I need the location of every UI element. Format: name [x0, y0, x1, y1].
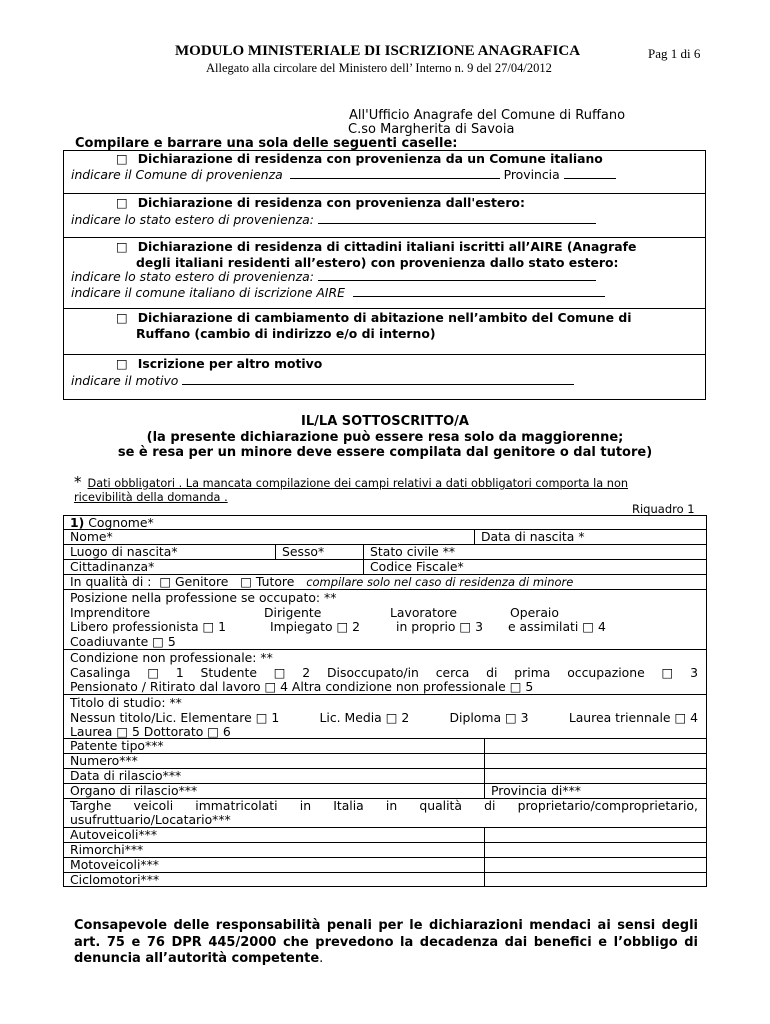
option-1-title: Dichiarazione di residenza con provenienza da un Comune italiano	[137, 151, 603, 166]
row-rimorchi	[64, 843, 706, 858]
data-rilascio-label: Data di rilascio***	[70, 768, 182, 783]
posizione-lavoratore: Lavoratore	[390, 604, 457, 620]
condizione-casalinga: Casalinga	[70, 664, 131, 680]
option-cambio-abitazione	[64, 309, 705, 355]
declaration-period: .	[319, 951, 324, 966]
option-5-title: Iscrizione per altro motivo	[137, 356, 323, 371]
provincia-label: Provincia	[503, 167, 560, 182]
checkbox-studente[interactable]: □	[273, 664, 286, 680]
row-motoveicoli	[64, 858, 706, 873]
personal-data-table	[63, 515, 707, 887]
posizione-option-1[interactable]: Libero professionista □ 1	[70, 619, 227, 634]
qualita-note: compilare solo nel caso di residenza di minore	[306, 575, 574, 589]
row-luogo	[64, 545, 706, 560]
option-5-field-label: indicare il motivo	[71, 373, 179, 388]
stato-civile-field[interactable]	[363, 545, 455, 559]
option-3-field-label-2: indicare il comune italiano di iscrizione AIRE	[71, 285, 345, 300]
aire-comune-input[interactable]	[353, 284, 605, 297]
titolo-option-2[interactable]: Lic. Media □ 2	[319, 709, 410, 725]
posizione-option-3[interactable]: in proprio □ 3	[396, 619, 483, 634]
page-number: Pag 1 di 6	[648, 46, 701, 61]
targhe-word-2: veicoli	[133, 798, 174, 813]
sottoscritto-heading	[0, 414, 770, 461]
option-4-title-line-1: Dichiarazione di cambiamento di abitazione nell’ambito del Comune di	[137, 310, 632, 325]
targhe-line-2: usufruttuario/Locatario***	[70, 812, 231, 827]
stato-civile-label: Stato civile **	[370, 544, 456, 559]
data-rilascio-extra-cell[interactable]	[484, 769, 491, 783]
condizione-studente: Studente	[200, 664, 257, 680]
addressee-line-1: All'Ufficio Anagrafe del Comune di Ruffano	[349, 108, 626, 123]
genitore-label: Genitore	[175, 574, 229, 589]
titolo-option-3[interactable]: Diploma □ 3	[449, 709, 529, 725]
titolo-row-1	[70, 711, 698, 726]
condizione-code-3: 3	[690, 664, 698, 680]
rimorchi-field[interactable]	[64, 843, 143, 857]
option-4-title-line-2: Ruffano (cambio di indirizzo e/o di interno)	[136, 326, 436, 341]
data-nascita-field[interactable]	[474, 530, 585, 544]
rimorchi-label: Rimorchi***	[70, 842, 144, 857]
options-box	[63, 150, 706, 400]
condizione-code-2: 2	[302, 664, 311, 680]
targhe-word-6: in	[385, 798, 398, 813]
option-estero	[64, 194, 705, 238]
patente-tipo-field[interactable]	[64, 739, 164, 753]
option-3-title-line-2: degli italiani residenti all’estero) con provenienza dallo stato estero:	[136, 255, 619, 270]
nome-label: Nome*	[70, 529, 113, 544]
checkbox-option-1[interactable]: □	[116, 151, 128, 166]
posizione-option-5[interactable]: Coadiuvante □ 5	[70, 633, 176, 649]
checkbox-option-3[interactable]: □	[116, 239, 128, 254]
targhe-word-8: di	[484, 798, 496, 813]
posizione-title: Posizione nella professione se occupato: **	[70, 590, 337, 605]
subtitle: Allegato alla circolare del Ministero dell’ Interno n. 9 del 27/04/2012	[206, 61, 552, 75]
row-nome	[64, 530, 706, 545]
condizione-word-occupazione: occupazione	[567, 664, 645, 680]
section-titolo-studio	[64, 695, 706, 739]
row-autoveicoli	[64, 828, 706, 843]
instruction-heading: Compilare e barrare una sola delle seguenti caselle:	[75, 136, 458, 151]
titolo-title: Titolo di studio: **	[70, 695, 182, 710]
autoveicoli-label: Autoveicoli***	[70, 827, 158, 842]
provincia-input[interactable]	[564, 166, 616, 179]
autoveicoli-extra-cell[interactable]	[484, 828, 491, 842]
codice-fiscale-label: Codice Fiscale*	[370, 559, 464, 574]
condizione-title: Condizione non professionale: **	[70, 650, 273, 665]
option-2-title: Dichiarazione di residenza con provenienza dall'estero:	[137, 195, 525, 210]
condizione-row-2[interactable]: Pensionato / Ritirato dal lavoro □ 4 Altra condizione non professionale □ 5	[70, 679, 534, 694]
posizione-operaio: Operaio	[510, 604, 559, 620]
titolo-row-2[interactable]: Laurea □ 5 Dottorato □ 6	[70, 723, 231, 739]
condizione-word-prima: prima	[514, 664, 551, 680]
condizione-row-1	[70, 666, 698, 681]
obligatory-note-line-2: ricevibilità della domanda .	[74, 491, 228, 504]
obligatory-note	[74, 475, 694, 505]
qualita-label: In qualità di :	[70, 574, 152, 589]
luogo-nascita-label: Luogo di nascita*	[70, 544, 178, 559]
option-comune-italiano	[64, 151, 705, 194]
targhe-word-7: qualità	[419, 798, 463, 813]
aire-stato-estero-input[interactable]	[318, 268, 596, 281]
provincia-rilascio-label: Provincia di***	[491, 783, 581, 798]
row-cognome[interactable]	[64, 516, 706, 530]
patente-tipo-label: Patente tipo***	[70, 738, 164, 753]
titolo-option-1[interactable]: Nessun titolo/Lic. Elementare □ 1	[70, 709, 280, 725]
posizione-option-2[interactable]: Impiegato □ 2	[270, 619, 361, 634]
row-numero	[64, 754, 706, 769]
ciclomotori-label: Ciclomotori***	[70, 872, 160, 887]
row-ciclomotori	[64, 873, 706, 887]
targhe-word-3: immatricolati	[195, 798, 278, 813]
checkbox-genitore[interactable]: □	[159, 574, 172, 589]
numero-label: Numero***	[70, 753, 138, 768]
obligatory-note-line-1: Dati obbligatori . La mancata compilazione dei campi relativi a dati obbligatori comporta la non	[87, 477, 629, 490]
sesso-label: Sesso*	[282, 544, 325, 559]
section-posizione	[64, 590, 706, 650]
motoveicoli-field[interactable]	[64, 858, 159, 872]
data-rilascio-field[interactable]	[64, 769, 181, 783]
ciclomotori-field[interactable]	[64, 873, 159, 887]
sottoscritto-line-2: (la presente dichiarazione può essere resa solo da maggiorenne;	[146, 429, 624, 445]
motoveicoli-extra-cell[interactable]	[484, 858, 491, 872]
condizione-code-1: 1	[175, 664, 184, 680]
riquadro-label: Riquadro 1	[632, 502, 695, 516]
targhe-word-4: in	[299, 798, 312, 813]
option-1-field-label: indicare il Comune di provenienza	[71, 167, 283, 182]
posizione-option-4[interactable]: e assimilati □ 4	[508, 619, 606, 634]
row-cittadinanza	[64, 560, 706, 575]
nome-field[interactable]	[64, 530, 113, 544]
checkbox-option-4[interactable]: □	[116, 310, 128, 325]
targhe-word-1: Targhe	[70, 798, 112, 813]
stato-estero-input[interactable]	[318, 211, 596, 224]
section-condizione	[64, 650, 706, 695]
organo-rilascio-label: Organo di rilascio***	[70, 783, 198, 798]
checkbox-casalinga[interactable]: □	[147, 664, 160, 680]
autoveicoli-field[interactable]	[64, 828, 157, 842]
motoveicoli-label: Motoveicoli***	[70, 857, 159, 872]
row-organo	[64, 784, 706, 799]
data-nascita-label: Data di nascita *	[481, 529, 585, 544]
option-aire	[64, 238, 705, 309]
section-targhe	[64, 799, 706, 828]
posizione-dirigente: Dirigente	[264, 604, 322, 620]
sesso-field[interactable]	[275, 545, 324, 559]
ciclomotori-extra-cell[interactable]	[484, 873, 491, 887]
condizione-disoccupato: Disoccupato/in	[327, 664, 419, 680]
organo-rilascio-field[interactable]	[64, 784, 197, 798]
checkbox-option-5[interactable]: □	[116, 356, 128, 371]
condizione-word-di: di	[486, 664, 498, 680]
row-patente	[64, 739, 706, 754]
tutore-label: Tutore	[255, 574, 295, 589]
sottoscritto-line-3: se è resa per un minore deve essere compilata dal genitore o dal tutore)	[117, 445, 653, 460]
titolo-option-4[interactable]: Laurea triennale □ 4	[568, 709, 698, 725]
row-data-rilascio	[64, 769, 706, 784]
altro-motivo-input[interactable]	[182, 372, 574, 385]
declaration-body: Consapevole delle responsabilità penali per le dichiarazioni mendaci ai sensi degli art. 75 e 76 DPR 445/2000 che prevedono la decadenza dai benefici e l’obbligo di denuncia all’autorità competente	[74, 918, 698, 966]
numero-extra-cell[interactable]	[484, 754, 491, 768]
sottoscritto-line-1: IL/LA SOTTOSCRITTO/A	[301, 414, 469, 429]
option-3-field-label-1: indicare lo stato estero di provenienza:	[71, 269, 314, 284]
row-qualita	[64, 575, 706, 590]
option-2-field-label: indicare lo stato estero di provenienza:	[71, 212, 314, 227]
posizione-imprenditore: Imprenditore	[70, 604, 151, 620]
codice-fiscale-field[interactable]	[363, 560, 464, 574]
section-number: 1)	[70, 515, 85, 530]
option-3-title-line-1: Dichiarazione di residenza di cittadini italiani iscritti all’AIRE (Anagrafe	[137, 239, 637, 254]
declaration-text	[74, 918, 698, 968]
luogo-nascita-field[interactable]	[64, 545, 178, 559]
cittadinanza-label: Cittadinanza*	[70, 559, 155, 574]
rimorchi-extra-cell[interactable]	[484, 843, 491, 857]
provincia-rilascio-field[interactable]	[484, 784, 581, 798]
asterisk: *	[74, 473, 82, 491]
addressee-line-2: C.so Margherita di Savoia	[348, 122, 515, 137]
comune-provenienza-input[interactable]	[290, 166, 500, 179]
page-title: MODULO MINISTERIALE DI ISCRIZIONE ANAGRAFICA	[175, 43, 581, 59]
patente-extra-cell[interactable]	[484, 739, 491, 753]
condizione-word-cerca: cerca	[435, 664, 470, 680]
cognome-label: Cognome*	[88, 515, 154, 530]
targhe-word-5: Italia	[333, 798, 364, 813]
checkbox-tutore[interactable]: □	[240, 574, 252, 589]
numero-field[interactable]	[64, 754, 138, 768]
checkbox-disoccupato[interactable]: □	[661, 664, 674, 680]
checkbox-option-2[interactable]: □	[116, 195, 128, 210]
option-altro-motivo	[64, 355, 705, 401]
cittadinanza-field[interactable]	[64, 560, 154, 574]
targhe-word-9: proprietario/comproprietario,	[517, 798, 698, 813]
